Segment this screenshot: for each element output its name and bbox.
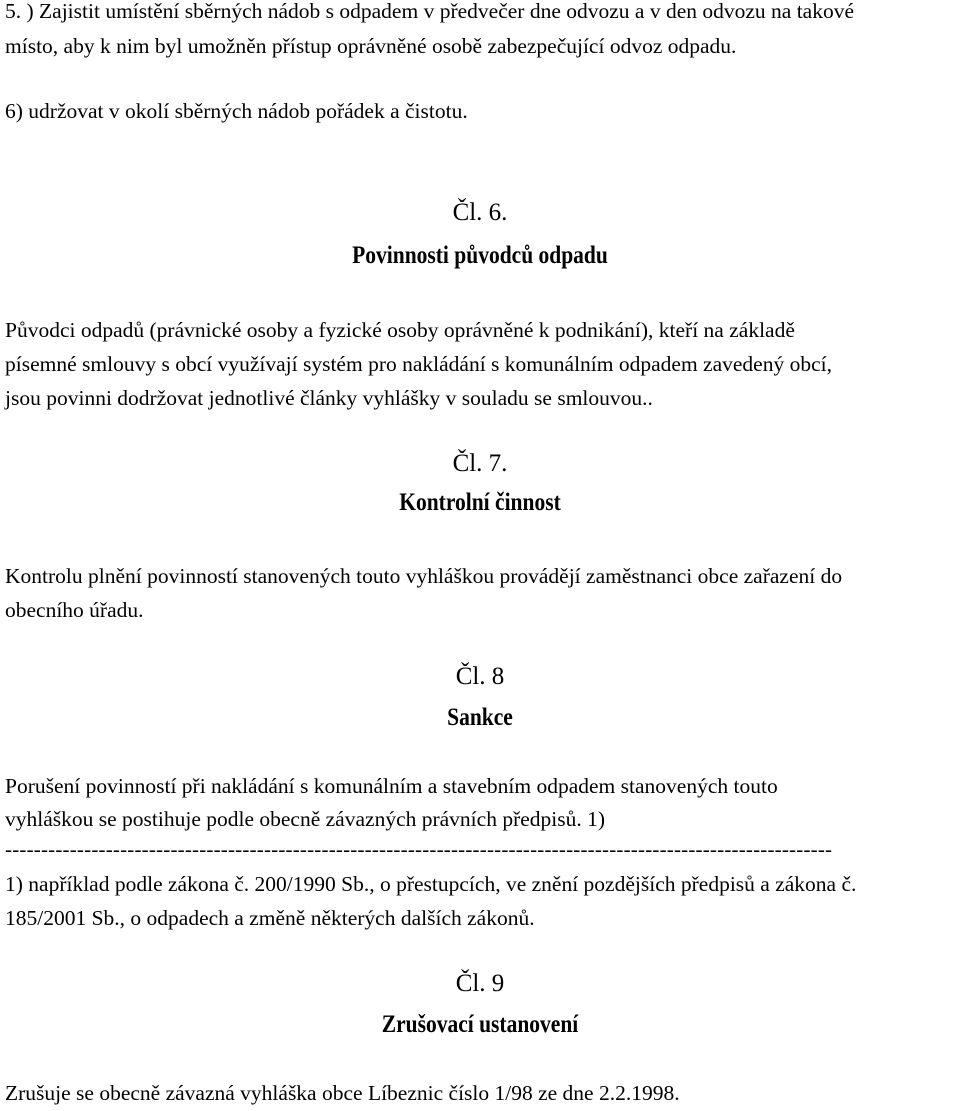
article9-number: Čl. 9 <box>455 970 505 997</box>
article8-title: Sankce <box>447 704 513 731</box>
article7-number: Čl. 7. <box>452 450 508 477</box>
footnote-separator: ------------------------------------------------------------------------------------------------------------------- <box>5 842 833 856</box>
article7-title: Kontrolní činnost <box>399 489 561 516</box>
article8-line-2: vyhláškou se postihuje podle obecně závazných právních předpisů. 1) <box>5 807 606 831</box>
article7-line-1: Kontrolu plnění povinností stanovených touto vyhláškou provádějí zaměstnanci obce zařazení do <box>5 564 843 588</box>
article6-line-2: písemné smlouvy s obcí využívají systém pro nakládání s komunálním odpadem zavedený obcí, <box>5 352 832 376</box>
footnote-line-2: 185/2001 Sb., o odpadech a změně některých dalších zákonů. <box>5 906 535 930</box>
article8-number: Čl. 8 <box>455 663 505 690</box>
article6-title: Povinnosti původců odpadu <box>352 242 608 269</box>
article6-line-1: Původci odpadů (právnické osoby a fyzické osoby oprávněné k podnikání), kteří na základě <box>5 318 795 342</box>
article9-title: Zrušovací ustanovení <box>381 1011 579 1038</box>
article6-line-3: jsou povinni dodržovat jednotlivé články vyhlášky v souladu se smlouvou.. <box>5 386 653 410</box>
section5-line-2: místo, aby k nim byl umožněn přístup oprávněné osobě zabezpečující odvoz odpadu. <box>5 34 737 58</box>
article7-line-2: obecního úřadu. <box>5 598 144 622</box>
article9-line-1: Zrušuje se obecně závazná vyhláška obce Líbeznic číslo 1/98 ze dne 2.2.1998. <box>5 1081 680 1105</box>
item6-line: 6) udržovat v okolí sběrných nádob pořádek a čistotu. <box>5 99 468 123</box>
footnote-line-1: 1) například podle zákona č. 200/1990 Sb., o přestupcích, ve znění pozdějších předpisů a zákona č. <box>5 872 857 896</box>
article6-number: Čl. 6. <box>452 199 508 226</box>
article8-line-1: Porušení povinností při nakládání s komunálním a stavebním odpadem stanovených touto <box>5 774 778 798</box>
section5-line-1: 5. ) Zajistit umístění sběrných nádob s odpadem v předvečer dne odvozu a v den odvozu na takové <box>5 0 855 23</box>
